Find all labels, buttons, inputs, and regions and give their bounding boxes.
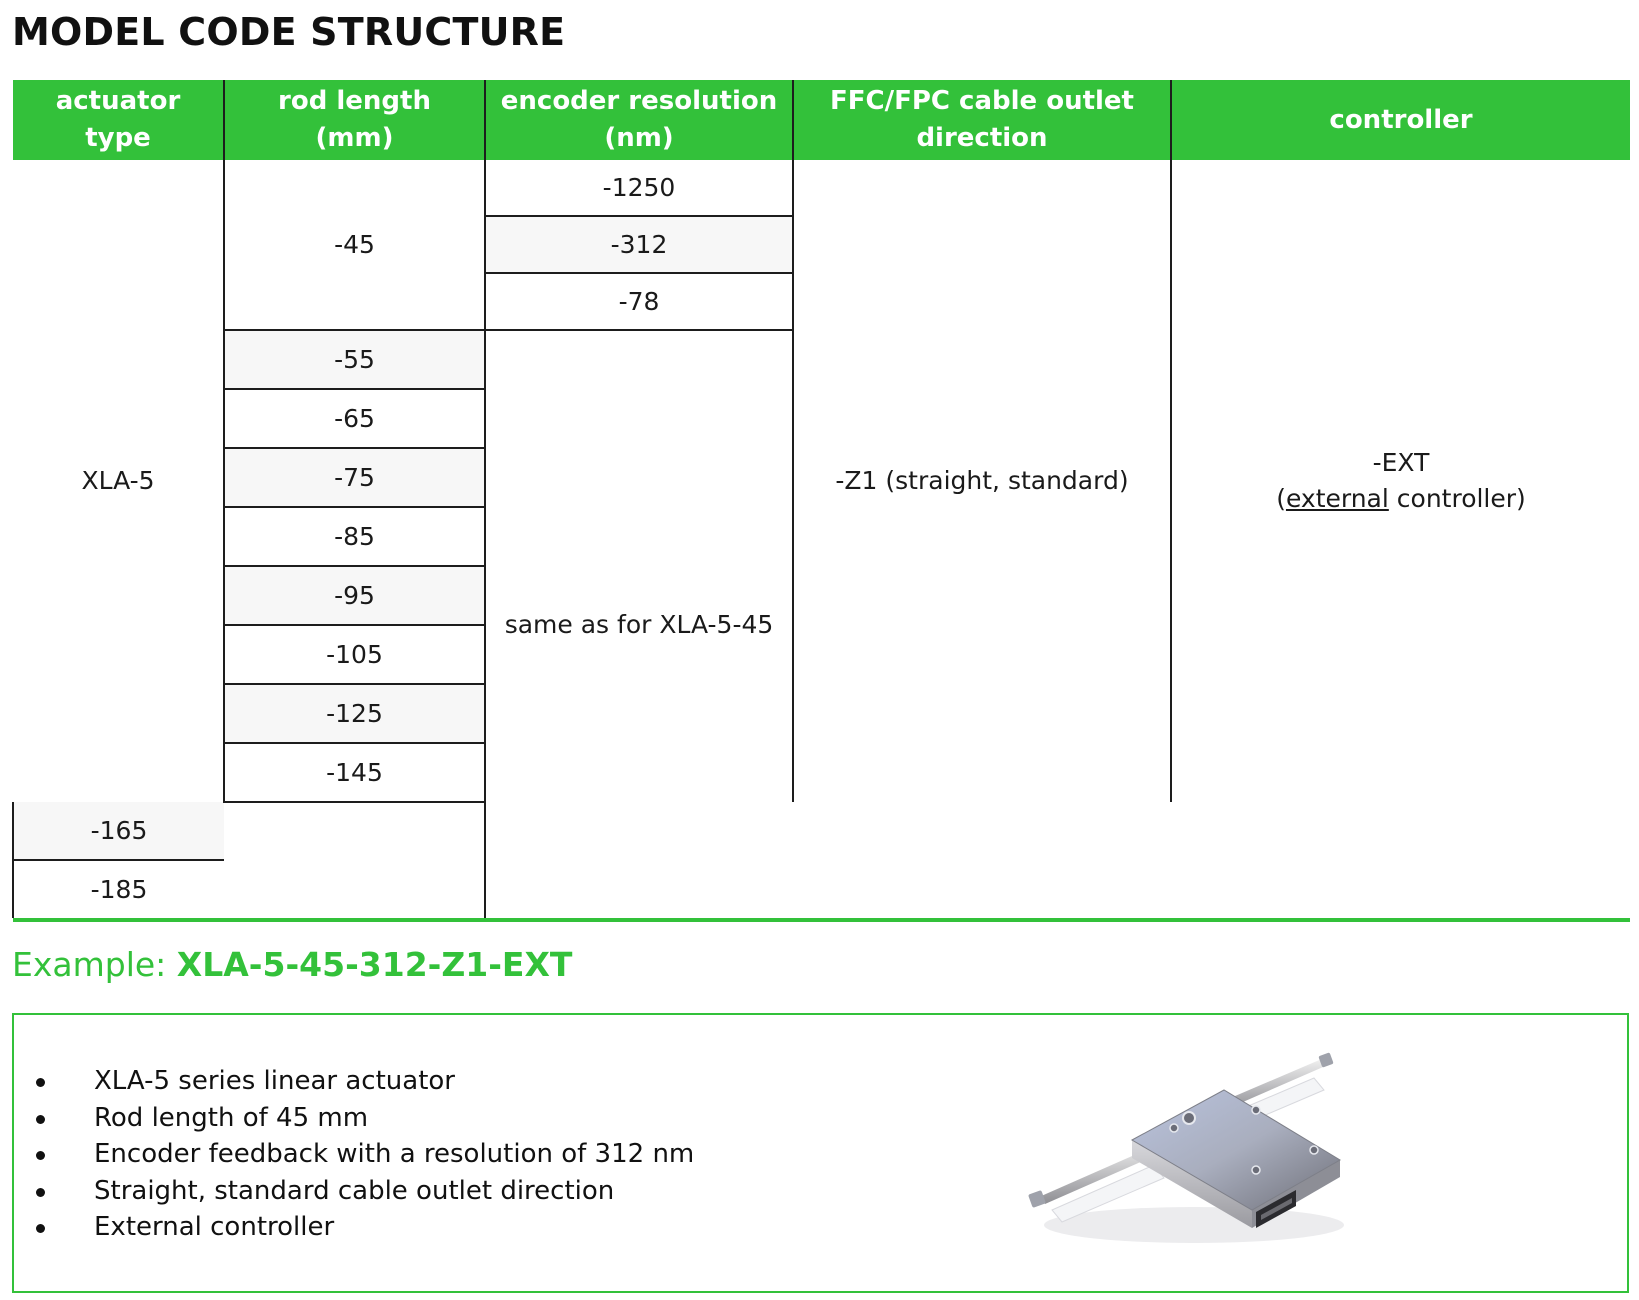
header-line: direction [916, 123, 1048, 153]
example-label: Example: [12, 945, 177, 984]
table-header-row [13, 80, 1630, 160]
header-controller [1171, 80, 1630, 160]
list-item: Rod length of 45 mm [14, 1100, 694, 1137]
encoder-same-as-cell: same as for XLA-5-45 [485, 330, 793, 918]
mount-hole [1252, 1106, 1260, 1114]
encoder-resolution-cell: -312 [485, 216, 793, 273]
rod-length-cell: -65 [224, 389, 485, 448]
header-line: controller [1329, 104, 1473, 135]
table-row [13, 802, 1630, 860]
rod-length-cell: -125 [224, 684, 485, 743]
rod-length-cell: -55 [224, 330, 485, 389]
page-title: MODEL CODE STRUCTURE [12, 10, 566, 54]
rod-length-cell: -165 [13, 802, 224, 860]
example-box [12, 1013, 1629, 1293]
table-row [13, 160, 1630, 216]
header-line: (nm) [604, 123, 674, 153]
header-line: encoder resolution [500, 86, 778, 116]
shadow-shape [1044, 1207, 1344, 1243]
header-line: FFC/FPC cable outlet [830, 86, 1134, 116]
list-item: Encoder feedback with a resolution of 312 nm [14, 1136, 694, 1173]
table-bottom-rule [13, 918, 1630, 922]
rod-length-cell: -45 [224, 160, 485, 330]
header-actuator-type [13, 80, 224, 160]
table-row [13, 860, 1630, 918]
encoder-resolution-cell: -78 [485, 273, 793, 330]
encoder-resolution-cell: -1250 [485, 160, 793, 216]
bottom-rule-cell [13, 918, 1630, 922]
rod-length-cell: -185 [13, 860, 224, 918]
header-line: actuator [55, 86, 181, 116]
mount-hole [1252, 1166, 1260, 1174]
example-code: XLA-5-45-312-Z1-EXT [176, 945, 573, 984]
cable-outlet-cell: -Z1 (straight, standard) [793, 160, 1171, 802]
list-item: Straight, standard cable outlet direction [14, 1173, 694, 1210]
model-code-table [12, 80, 1630, 922]
header-line: rod length [278, 86, 431, 116]
mount-hole [1183, 1112, 1195, 1124]
actuator-type-cell: XLA-5 [81, 466, 155, 495]
example-heading [12, 945, 572, 984]
header-rod-length [224, 80, 485, 160]
mount-hole [1310, 1146, 1318, 1154]
controller-rest: controller) [1388, 484, 1526, 513]
actuator-product-image [1024, 1050, 1364, 1265]
header-line: (mm) [315, 123, 394, 153]
rod-length-cell: -105 [224, 625, 485, 684]
header-encoder-resolution [485, 80, 793, 160]
list-item: External controller [14, 1209, 694, 1246]
rod-length-cell: -75 [224, 448, 485, 507]
rod-length-cell: -85 [224, 507, 485, 566]
header-line: type [85, 123, 151, 153]
rod-length-cell: -145 [224, 743, 485, 802]
rod-length-cell: -95 [224, 566, 485, 625]
mount-hole [1170, 1124, 1178, 1132]
feature-list [14, 1063, 694, 1246]
list-item: XLA-5 series linear actuator [14, 1063, 694, 1100]
controller-code: -EXT [1372, 448, 1430, 477]
header-cable-outlet [793, 80, 1171, 160]
controller-external-underlined: external [1285, 484, 1389, 513]
controller-open-paren: ( [1276, 484, 1286, 513]
controller-cell [1171, 160, 1630, 802]
